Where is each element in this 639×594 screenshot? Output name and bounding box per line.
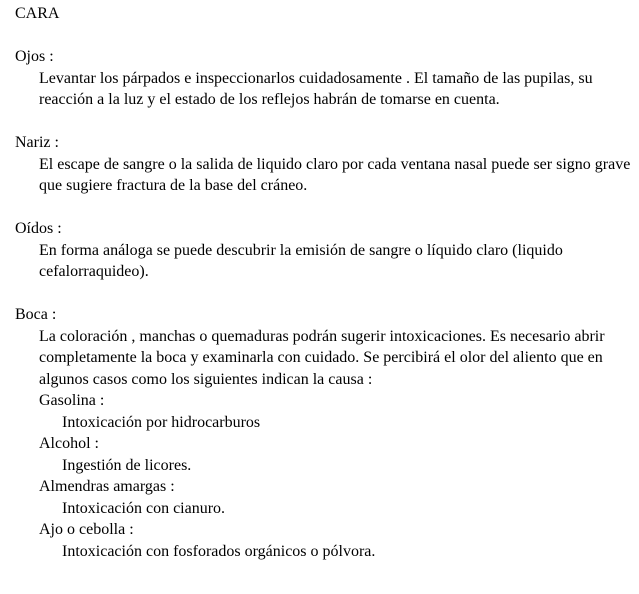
section-heading: Boca :	[15, 306, 57, 323]
smell-label-alcohol: Alcohol :	[39, 435, 99, 452]
section-text: En forma análoga se puede descubrir la emisión de sangre o líquido claro (liquido cefalorraquideo).	[39, 241, 563, 280]
section-nariz	[15, 132, 637, 197]
smell-label-gasolina: Gasolina :	[39, 392, 105, 409]
smell-cause-almendras: Intoxicación con cianuro.	[62, 499, 226, 517]
section-text: El escape de sangre o la salida de liquido claro por cada ventana nasal puede ser signo grave que sugiere fractura de la base del cráneo.	[39, 155, 631, 194]
smell-label-almendras: Almendras amargas :	[39, 478, 175, 495]
smell-label-ajo: Ajo o cebolla :	[39, 521, 134, 538]
section-ojos	[15, 46, 637, 111]
smell-cause-alcohol: Ingestión de licores.	[62, 456, 192, 474]
section-oidos	[15, 218, 637, 283]
section-text: La coloración , manchas o quemaduras podrán sugerir intoxicaciones. Es necesario abrir completamente la boca y examinarla con cuidado. Se percibirá el olor del aliento que en algunos casos como los siguientes indican la causa :	[39, 327, 605, 388]
section-heading: Nariz :	[15, 134, 59, 151]
section-boca	[15, 304, 637, 562]
document-page	[15, 3, 637, 562]
document-title: CARA	[15, 5, 60, 22]
smell-cause-gasolina: Intoxicación por hidrocarburos	[62, 413, 261, 431]
section-heading: Ojos :	[15, 48, 54, 65]
smell-cause-ajo: Intoxicación con fosforados orgánicos o pólvora.	[62, 542, 376, 560]
section-text: Levantar los párpados e inspeccionarlos cuidadosamente . El tamaño de las pupilas, su reacción a la luz y el estado de los reflejos habrán de tomarse en cuenta.	[39, 69, 593, 108]
section-heading: Oídos :	[15, 220, 62, 237]
